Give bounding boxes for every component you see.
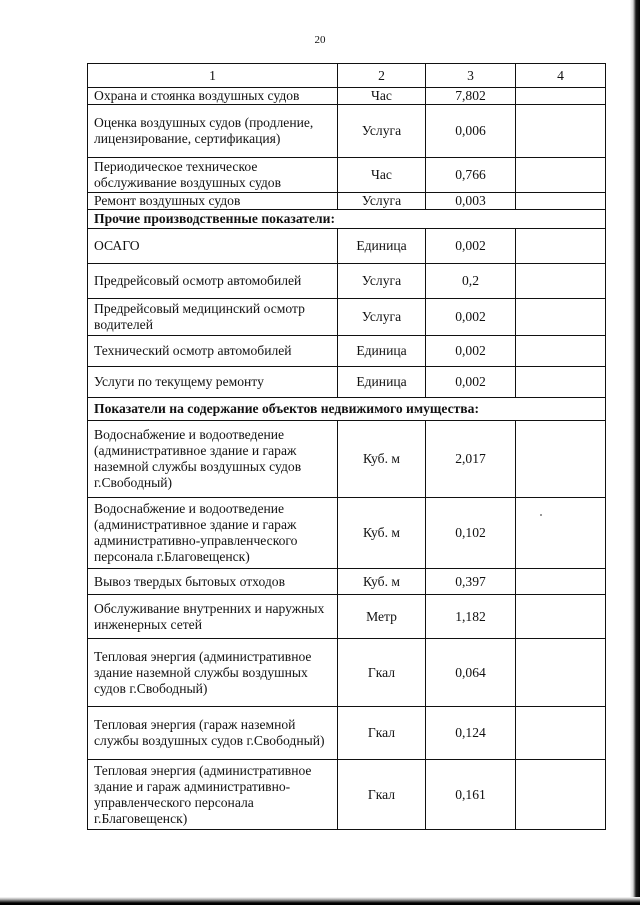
value-cell: 0,006	[426, 105, 516, 158]
header-cell-1: 1	[88, 64, 338, 88]
column-4-cell	[516, 336, 606, 367]
column-4-cell	[516, 707, 606, 760]
section-row	[88, 210, 606, 229]
header-cell-3: 3	[426, 64, 516, 88]
value-cell: 7,802	[426, 88, 516, 105]
table-row	[88, 595, 606, 639]
unit-cell: Метр	[338, 595, 426, 639]
indicator-name-cell: Тепловая энергия (гараж наземной службы воздушных судов г.Свободный)	[88, 707, 338, 760]
unit-cell: Единица	[338, 336, 426, 367]
table-row	[88, 498, 606, 569]
unit-cell: Гкал	[338, 760, 426, 830]
table-row	[88, 639, 606, 707]
indicator-name-cell: Периодическое техническое обслуживание воздушных судов	[88, 158, 338, 193]
indicator-name-cell: Услуги по текущему ремонту	[88, 367, 338, 398]
value-cell: 0,002	[426, 336, 516, 367]
value-cell: 0,064	[426, 639, 516, 707]
unit-cell: Единица	[338, 367, 426, 398]
indicator-name-cell: Охрана и стоянка воздушных судов	[88, 88, 338, 105]
value-cell: 0,002	[426, 367, 516, 398]
indicator-name-cell: Вывоз твердых бытовых отходов	[88, 569, 338, 595]
scan-border-bottom	[0, 897, 640, 905]
value-cell: 0,2	[426, 264, 516, 299]
table-row	[88, 229, 606, 264]
section-heading: Прочие производственные показатели:	[88, 210, 606, 229]
unit-cell: Услуга	[338, 193, 426, 210]
column-4-cell	[516, 498, 606, 569]
column-4-cell	[516, 299, 606, 336]
header-cell-2: 2	[338, 64, 426, 88]
column-4-cell	[516, 88, 606, 105]
scan-border-right	[630, 0, 640, 905]
table-row	[88, 158, 606, 193]
value-cell: 0,124	[426, 707, 516, 760]
value-cell: 0,397	[426, 569, 516, 595]
table-row	[88, 264, 606, 299]
unit-cell: Единица	[338, 229, 426, 264]
header-cell-4: 4	[516, 64, 606, 88]
unit-cell: Час	[338, 88, 426, 105]
indicator-name-cell: Оценка воздушных судов (продление, лицензирование, сертификация)	[88, 105, 338, 158]
column-4-cell	[516, 264, 606, 299]
indicator-name-cell: Водоснабжение и водоотведение (административное здание и гараж наземной службы воздушных судов г.Свободный)	[88, 421, 338, 498]
value-cell: 1,182	[426, 595, 516, 639]
unit-cell: Услуга	[338, 105, 426, 158]
table-row	[88, 760, 606, 830]
indicator-name-cell: Обслуживание внутренних и наружных инженерных сетей	[88, 595, 338, 639]
indicator-name-cell: Ремонт воздушных судов	[88, 193, 338, 210]
unit-cell: Час	[338, 158, 426, 193]
table-row	[88, 193, 606, 210]
indicator-name-cell: Тепловая энергия (административное здание наземной службы воздушных судов г.Свободный)	[88, 639, 338, 707]
table-row	[88, 299, 606, 336]
indicator-name-cell: Предрейсовый осмотр автомобилей	[88, 264, 338, 299]
column-4-cell	[516, 421, 606, 498]
column-4-cell	[516, 569, 606, 595]
section-row	[88, 398, 606, 421]
column-4-cell	[516, 639, 606, 707]
column-4-cell	[516, 193, 606, 210]
value-cell: 0,002	[426, 229, 516, 264]
column-4-cell	[516, 367, 606, 398]
indicator-name-cell: ОСАГО	[88, 229, 338, 264]
column-4-cell	[516, 158, 606, 193]
indicators-table	[87, 63, 606, 830]
indicator-name-cell: Технический осмотр автомобилей	[88, 336, 338, 367]
scan-speck	[540, 514, 542, 516]
value-cell: 0,002	[426, 299, 516, 336]
unit-cell: Куб. м	[338, 421, 426, 498]
column-4-cell	[516, 760, 606, 830]
table-body	[88, 64, 606, 830]
table-row	[88, 88, 606, 105]
unit-cell: Услуга	[338, 264, 426, 299]
table-row	[88, 367, 606, 398]
column-4-cell	[516, 229, 606, 264]
table-row	[88, 105, 606, 158]
value-cell: 0,161	[426, 760, 516, 830]
indicator-name-cell: Водоснабжение и водоотведение (административное здание и гараж административно-управленческого персонала г.Благовещенск)	[88, 498, 338, 569]
table-row	[88, 707, 606, 760]
value-cell: 2,017	[426, 421, 516, 498]
column-4-cell	[516, 105, 606, 158]
table-row	[88, 336, 606, 367]
section-heading: Показатели на содержание объектов недвижимого имущества:	[88, 398, 606, 421]
indicator-name-cell: Предрейсовый медицинский осмотр водителей	[88, 299, 338, 336]
unit-cell: Услуга	[338, 299, 426, 336]
unit-cell: Гкал	[338, 707, 426, 760]
value-cell: 0,003	[426, 193, 516, 210]
table-row	[88, 421, 606, 498]
table-header-row	[88, 64, 606, 88]
unit-cell: Гкал	[338, 639, 426, 707]
unit-cell: Куб. м	[338, 569, 426, 595]
table-row	[88, 569, 606, 595]
unit-cell: Куб. м	[338, 498, 426, 569]
indicator-name-cell: Тепловая энергия (административное здание и гараж административно-управленческого персонала г.Благовещенск)	[88, 760, 338, 830]
page-number: 20	[314, 34, 326, 46]
value-cell: 0,766	[426, 158, 516, 193]
value-cell: 0,102	[426, 498, 516, 569]
column-4-cell	[516, 595, 606, 639]
